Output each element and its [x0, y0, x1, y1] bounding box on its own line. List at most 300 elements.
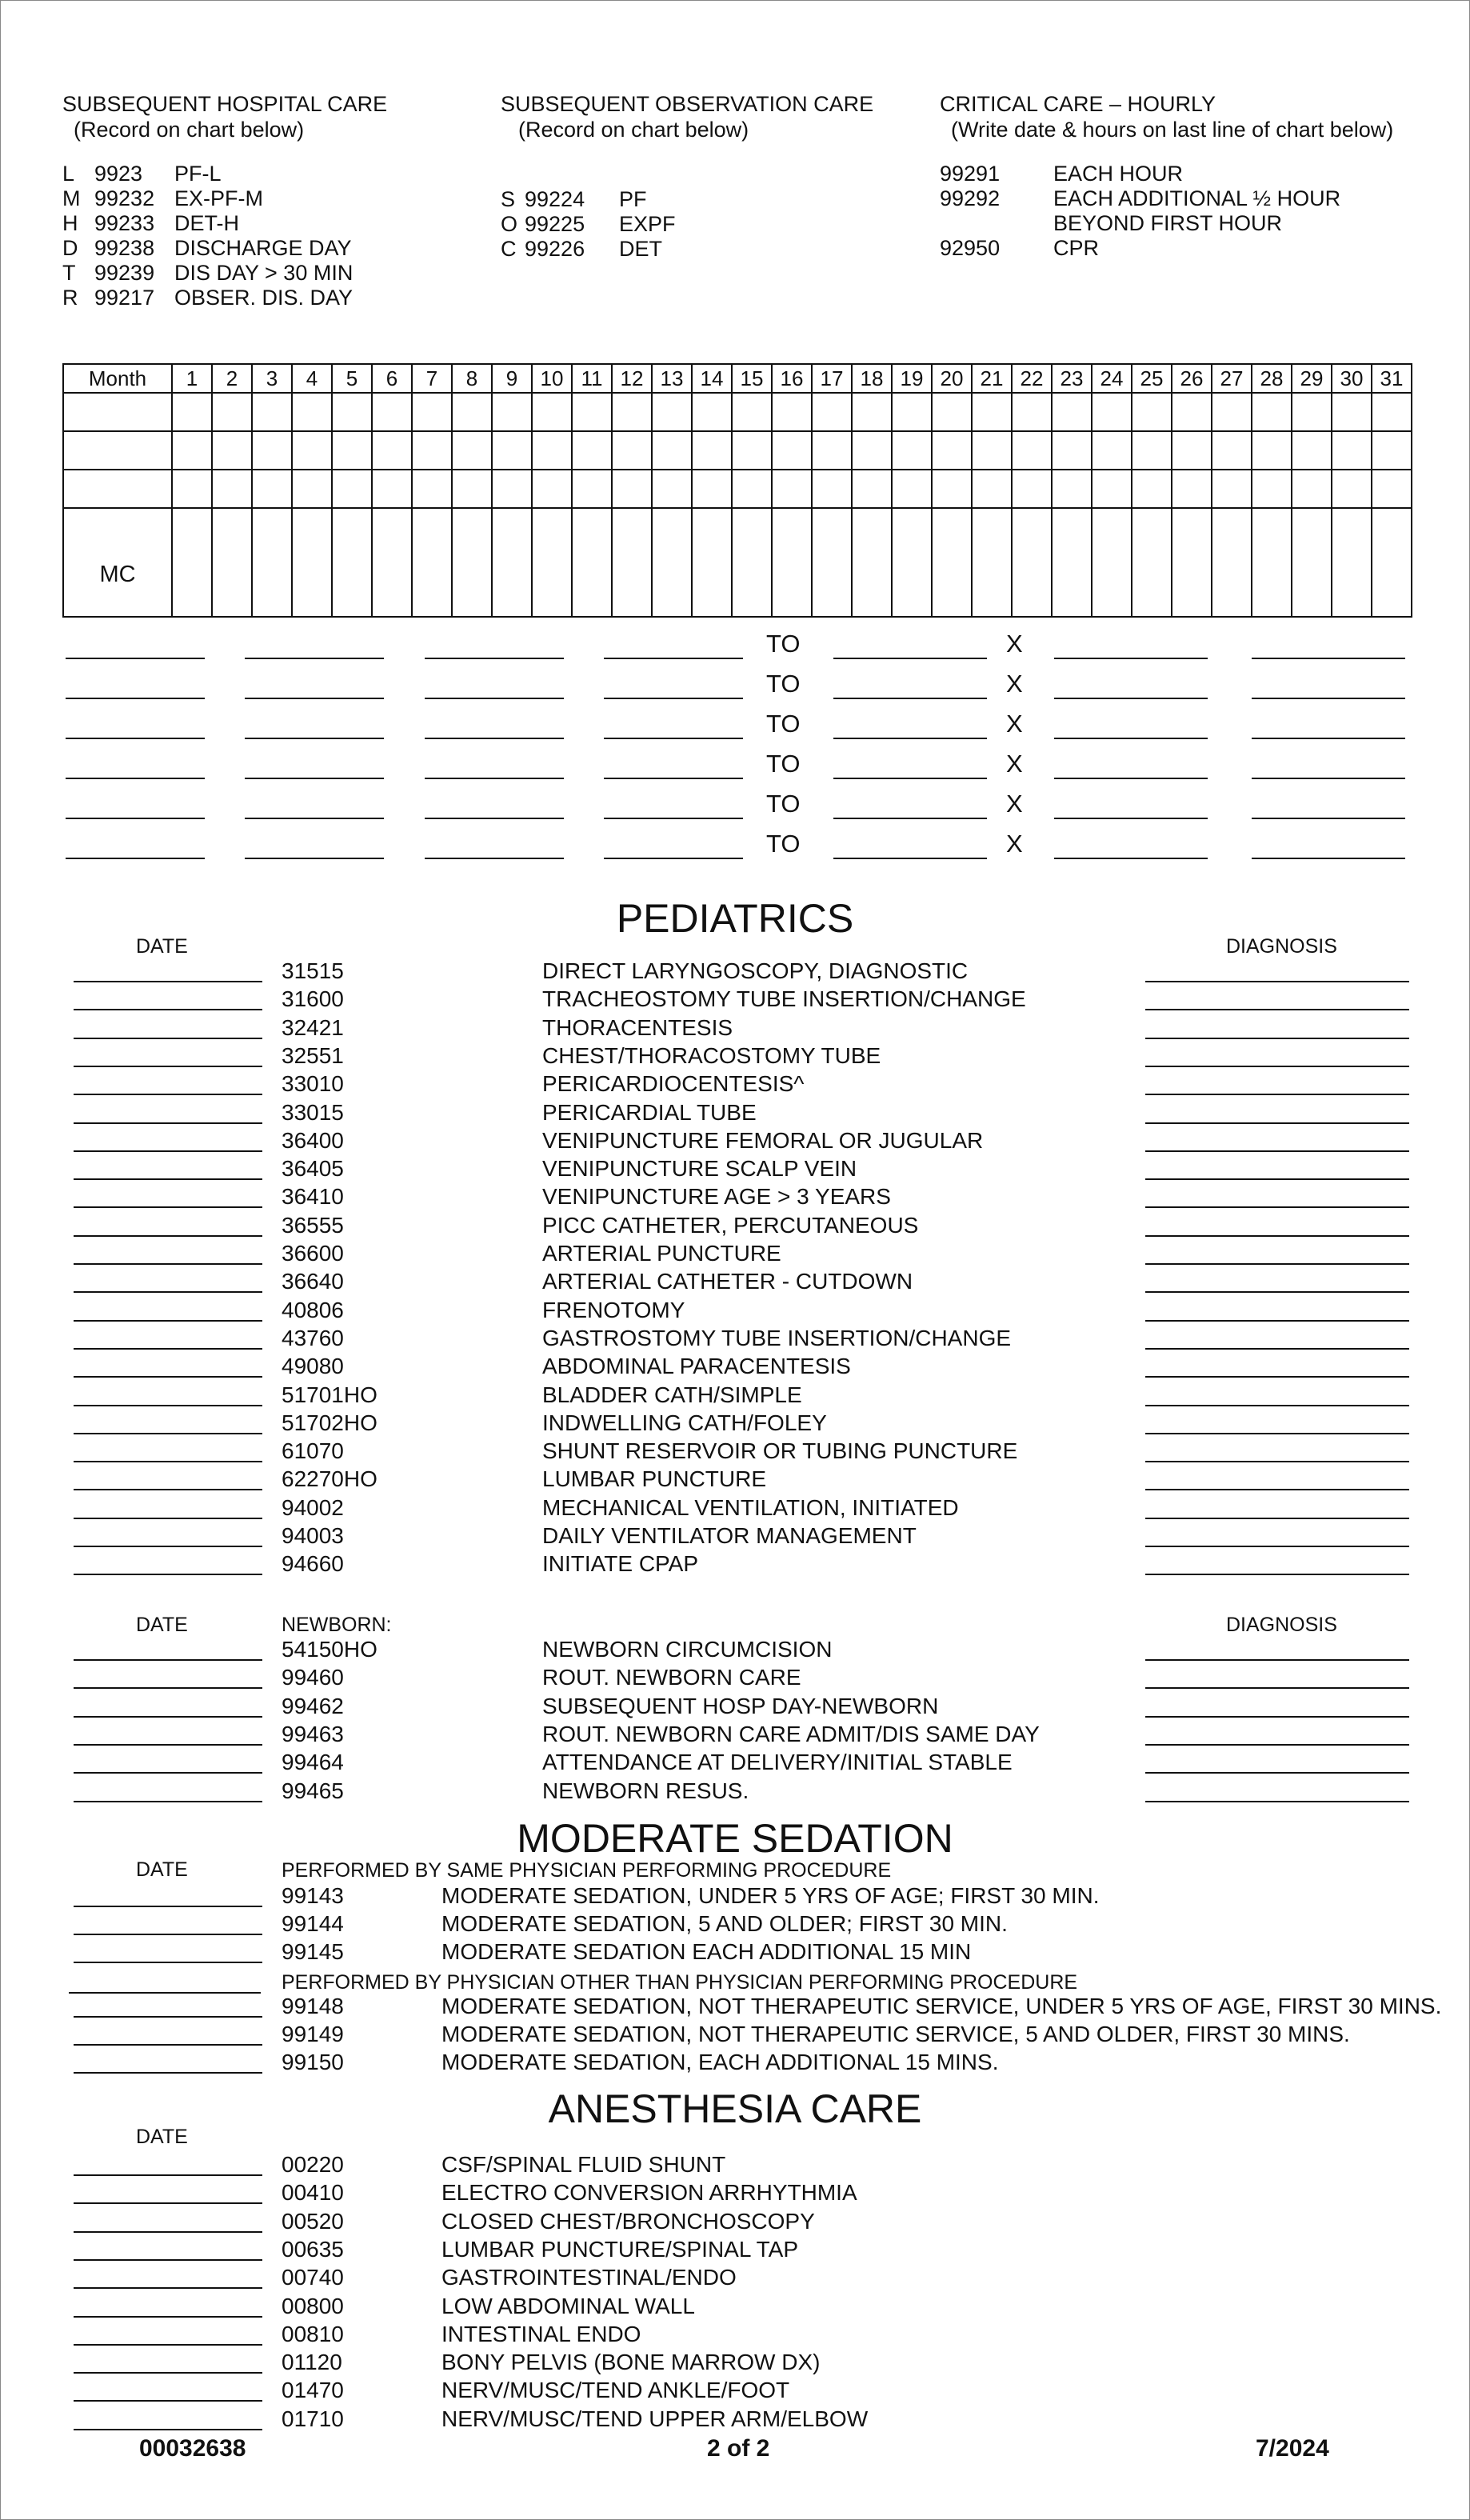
- code-letter: D: [62, 236, 78, 260]
- blank-line[interactable]: [604, 698, 743, 699]
- diagnosis-line[interactable]: [1145, 1320, 1409, 1322]
- anesthesia-row: [0, 2405, 1470, 2433]
- chart-cell[interactable]: [652, 393, 692, 431]
- diagnosis-line[interactable]: [1145, 1094, 1409, 1095]
- day-header: 29: [1292, 364, 1332, 393]
- chart-cell[interactable]: [372, 393, 412, 431]
- chart-cell[interactable]: [452, 508, 492, 617]
- date-line[interactable]: [74, 2044, 262, 2046]
- anesthesia-row: [0, 2235, 1470, 2263]
- procedure-code: 32421: [282, 1014, 344, 1040]
- blank-line[interactable]: [66, 698, 205, 699]
- chart-cell[interactable]: [1092, 393, 1132, 431]
- chart-cell[interactable]: [292, 470, 332, 508]
- blank-line[interactable]: [245, 778, 384, 779]
- chart-cell[interactable]: [572, 431, 612, 470]
- blank-line[interactable]: [425, 778, 564, 779]
- chart-cell[interactable]: [692, 431, 732, 470]
- chart-cell[interactable]: [492, 431, 532, 470]
- blank-line[interactable]: [245, 738, 384, 739]
- code-row: [501, 212, 873, 237]
- day-header: 15: [732, 364, 772, 393]
- chart-cell[interactable]: [932, 470, 972, 508]
- date-line[interactable]: [74, 1574, 262, 1575]
- chart-cell[interactable]: [652, 431, 692, 470]
- chart-cell[interactable]: [492, 508, 532, 617]
- date-line[interactable]: [74, 2016, 262, 2018]
- chart-cell[interactable]: [1172, 431, 1212, 470]
- chart-cell[interactable]: [612, 470, 652, 508]
- chart-cell[interactable]: [1052, 431, 1092, 470]
- date-line[interactable]: [74, 1263, 262, 1265]
- chart-cell[interactable]: [1092, 508, 1132, 617]
- chart-cell[interactable]: [972, 508, 1012, 617]
- procedure-description: TRACHEOSTOMY TUBE INSERTION/CHANGE: [542, 986, 1026, 1012]
- blank-line[interactable]: [1252, 658, 1405, 659]
- blank-line[interactable]: [833, 658, 987, 659]
- chart-cell[interactable]: [1012, 470, 1052, 508]
- chart-cell[interactable]: [692, 508, 732, 617]
- chart-cell[interactable]: [1132, 393, 1172, 431]
- chart-cell[interactable]: [1292, 431, 1332, 470]
- diagnosis-line[interactable]: [1145, 1772, 1409, 1774]
- chart-cell[interactable]: [252, 393, 292, 431]
- blank-line[interactable]: [66, 778, 205, 779]
- diagnosis-line[interactable]: [1145, 1489, 1409, 1490]
- blank-line[interactable]: [833, 818, 987, 819]
- diagnosis-line[interactable]: [1145, 1574, 1409, 1575]
- chart-cell[interactable]: [1252, 393, 1292, 431]
- chart-cell[interactable]: [852, 393, 892, 431]
- date-line[interactable]: [74, 2372, 262, 2374]
- chart-cell[interactable]: [412, 431, 452, 470]
- pediatrics-row: [0, 1239, 1470, 1267]
- blank-line[interactable]: [1054, 738, 1208, 739]
- diagnosis-line[interactable]: [1145, 1376, 1409, 1378]
- chart-row-label-cell[interactable]: [63, 431, 172, 470]
- date-line[interactable]: [74, 1716, 262, 1718]
- chart-cell[interactable]: [1292, 470, 1332, 508]
- chart-cell[interactable]: [732, 393, 772, 431]
- blank-line[interactable]: [604, 858, 743, 859]
- chart-cell[interactable]: [1212, 470, 1252, 508]
- chart-cell[interactable]: [172, 470, 212, 508]
- date-line[interactable]: [74, 2287, 262, 2289]
- chart-cell[interactable]: [1052, 470, 1092, 508]
- day-header: 16: [772, 364, 812, 393]
- chart-cell[interactable]: [932, 431, 972, 470]
- procedure-code: 31600: [282, 986, 344, 1012]
- diagnosis-line[interactable]: [1145, 1744, 1409, 1746]
- code-letter: C: [501, 237, 517, 261]
- chart-cell[interactable]: [1212, 393, 1252, 431]
- date-line[interactable]: [74, 1122, 262, 1124]
- diagnosis-line[interactable]: [1145, 1291, 1409, 1293]
- date-line[interactable]: [74, 2316, 262, 2318]
- chart-cell[interactable]: [852, 470, 892, 508]
- procedure-code: 36600: [282, 1241, 344, 1266]
- diagnosis-line[interactable]: [1145, 1716, 1409, 1718]
- diagnosis-line[interactable]: [1145, 1687, 1409, 1689]
- procedure-code: 32551: [282, 1042, 344, 1068]
- procedure-code: 51702HO: [282, 1410, 377, 1435]
- chart-cell[interactable]: [972, 431, 1012, 470]
- chart-cell[interactable]: [1372, 393, 1412, 431]
- blank-line[interactable]: [604, 658, 743, 659]
- chart-cell[interactable]: [732, 431, 772, 470]
- chart-cell[interactable]: [1212, 508, 1252, 617]
- procedure-description: VENIPUNCTURE FEMORAL OR JUGULAR: [542, 1127, 984, 1153]
- code-row: [62, 261, 414, 286]
- code-description: DET: [619, 237, 662, 261]
- blank-line[interactable]: [66, 858, 205, 859]
- chart-cell[interactable]: [772, 470, 812, 508]
- blank-line[interactable]: [1252, 738, 1405, 739]
- blank-line[interactable]: [425, 658, 564, 659]
- chart-cell[interactable]: [1092, 470, 1132, 508]
- blank-line[interactable]: [66, 738, 205, 739]
- chart-cell[interactable]: [1332, 431, 1372, 470]
- chart-cell[interactable]: [772, 431, 812, 470]
- date-line[interactable]: [74, 2429, 262, 2430]
- chart-cell[interactable]: [1332, 393, 1372, 431]
- code-letter: H: [62, 211, 78, 235]
- chart-cell[interactable]: [1052, 508, 1092, 617]
- blank-line[interactable]: [66, 658, 205, 659]
- date-line[interactable]: [74, 1433, 262, 1434]
- date-line[interactable]: [74, 1461, 262, 1462]
- chart-row-label-cell[interactable]: [63, 393, 172, 431]
- blank-line[interactable]: [245, 858, 384, 859]
- diagnosis-line[interactable]: [1145, 1546, 1409, 1547]
- chart-cell[interactable]: [332, 508, 372, 617]
- blank-line[interactable]: [425, 818, 564, 819]
- diagnosis-line[interactable]: [1145, 1178, 1409, 1180]
- chart-cell[interactable]: [932, 508, 972, 617]
- diagnosis-line[interactable]: [1145, 1801, 1409, 1802]
- chart-cell[interactable]: [852, 508, 892, 617]
- chart-cell[interactable]: [332, 470, 372, 508]
- chart-cell[interactable]: [532, 470, 572, 508]
- date-line[interactable]: [74, 1376, 262, 1378]
- code-number: 99239: [94, 261, 155, 285]
- chart-cell[interactable]: [212, 470, 252, 508]
- blank-line[interactable]: [1054, 858, 1208, 859]
- chart-cell[interactable]: [212, 431, 252, 470]
- anesthesia-row: [0, 2292, 1470, 2320]
- chart-cell[interactable]: [252, 508, 292, 617]
- date-line[interactable]: [74, 2344, 262, 2346]
- chart-cell[interactable]: [612, 393, 652, 431]
- blank-line[interactable]: [833, 858, 987, 859]
- chart-cell[interactable]: [1252, 470, 1292, 508]
- chart-cell[interactable]: [292, 431, 332, 470]
- sedation-row: [0, 1882, 1470, 1910]
- chart-cell[interactable]: [1372, 470, 1412, 508]
- blank-line[interactable]: [1252, 818, 1405, 819]
- x-label: X: [1006, 670, 1023, 698]
- blank-line[interactable]: [245, 818, 384, 819]
- chart-cell[interactable]: [1012, 393, 1052, 431]
- chart-cell[interactable]: [972, 393, 1012, 431]
- procedure-code: 94660: [282, 1551, 344, 1577]
- anesthesia-date-header: DATE: [136, 2126, 188, 2148]
- procedure-description: GASTROSTOMY TUBE INSERTION/CHANGE: [542, 1325, 1012, 1350]
- chart-cell[interactable]: [612, 508, 652, 617]
- blank-line[interactable]: [245, 658, 384, 659]
- date-line[interactable]: [74, 1801, 262, 1802]
- diagnosis-line[interactable]: [1145, 981, 1409, 982]
- chart-cell[interactable]: [572, 393, 612, 431]
- chart-cell[interactable]: [892, 393, 932, 431]
- chart-cell[interactable]: [372, 508, 412, 617]
- chart-cell[interactable]: [732, 470, 772, 508]
- procedure-code: 99464: [282, 1750, 344, 1775]
- chart-cell[interactable]: [1092, 431, 1132, 470]
- procedure-code: 43760: [282, 1325, 344, 1350]
- diagnosis-line[interactable]: [1145, 1405, 1409, 1406]
- code-row: [940, 162, 1393, 186]
- chart-cell[interactable]: [1372, 431, 1412, 470]
- blank-line[interactable]: [66, 818, 205, 819]
- chart-cell[interactable]: [212, 508, 252, 617]
- pediatrics-row: [0, 1465, 1470, 1493]
- date-line[interactable]: [74, 1962, 262, 1963]
- chart-cell[interactable]: [1132, 431, 1172, 470]
- observation-care-title: SUBSEQUENT OBSERVATION CARE: [501, 92, 874, 116]
- procedure-description: FRENOTOMY: [542, 1297, 685, 1322]
- date-line[interactable]: [74, 1906, 262, 1907]
- procedure-description: ARTERIAL CATHETER - CUTDOWN: [542, 1269, 913, 1294]
- date-line[interactable]: [74, 1009, 262, 1010]
- day-header: 24: [1092, 364, 1132, 393]
- blank-line[interactable]: [1252, 778, 1405, 779]
- date-line[interactable]: [74, 1518, 262, 1519]
- procedure-description: ROUT. NEWBORN CARE: [542, 1665, 801, 1690]
- chart-cell[interactable]: [772, 393, 812, 431]
- chart-cell[interactable]: [772, 508, 812, 617]
- code-row: [62, 186, 414, 211]
- chart-cell[interactable]: [1292, 393, 1332, 431]
- diagnosis-line[interactable]: [1145, 1659, 1409, 1661]
- procedure-code: 99149: [282, 2022, 344, 2046]
- chart-cell[interactable]: [452, 393, 492, 431]
- chart-cell[interactable]: [732, 508, 772, 617]
- date-line[interactable]: [74, 1178, 262, 1180]
- chart-cell[interactable]: [812, 431, 852, 470]
- blank-line[interactable]: [425, 698, 564, 699]
- procedure-description: MODERATE SEDATION, 5 AND OLDER; FIRST 30 MIN.: [441, 1911, 1008, 1936]
- chart-cell[interactable]: [972, 470, 1012, 508]
- procedure-code: 36555: [282, 1212, 344, 1238]
- hospital-care-block: [62, 91, 414, 310]
- diagnosis-line[interactable]: [1145, 1038, 1409, 1039]
- diagnosis-line[interactable]: [1145, 1150, 1409, 1152]
- chart-cell[interactable]: [1132, 470, 1172, 508]
- chart-cell[interactable]: [1252, 508, 1292, 617]
- to-label: TO: [766, 750, 801, 778]
- date-line[interactable]: [74, 1489, 262, 1490]
- code-number: 9923: [94, 162, 143, 186]
- chart-cell[interactable]: [1372, 508, 1412, 617]
- chart-cell[interactable]: [1012, 508, 1052, 617]
- chart-cell[interactable]: [692, 393, 732, 431]
- chart-cell[interactable]: [812, 508, 852, 617]
- chart-cell[interactable]: [532, 431, 572, 470]
- chart-cell[interactable]: [892, 508, 932, 617]
- diagnosis-line[interactable]: [1145, 1433, 1409, 1434]
- chart-cell[interactable]: [812, 393, 852, 431]
- chart-cell[interactable]: [1292, 508, 1332, 617]
- chart-cell[interactable]: [1172, 393, 1212, 431]
- day-header: 19: [892, 364, 932, 393]
- code-description: BEYOND FIRST HOUR: [1053, 211, 1283, 235]
- date-line[interactable]: [74, 1320, 262, 1322]
- chart-cell[interactable]: [892, 470, 932, 508]
- date-line[interactable]: [74, 1348, 262, 1350]
- date-line[interactable]: [74, 1094, 262, 1095]
- critical-care-block: [940, 91, 1393, 261]
- chart-cell[interactable]: [1132, 508, 1172, 617]
- blank-line[interactable]: [425, 858, 564, 859]
- chart-cell[interactable]: [412, 508, 452, 617]
- chart-cell[interactable]: [332, 393, 372, 431]
- date-line[interactable]: [74, 1291, 262, 1293]
- diagnosis-line[interactable]: [1145, 1235, 1409, 1237]
- chart-cell[interactable]: [812, 470, 852, 508]
- chart-cell[interactable]: [252, 431, 292, 470]
- chart-cell[interactable]: [492, 470, 532, 508]
- chart-cell[interactable]: [212, 393, 252, 431]
- procedure-description: DIRECT LARYNGOSCOPY, DIAGNOSTIC: [542, 958, 969, 983]
- procedure-description: CLOSED CHEST/BRONCHOSCOPY: [441, 2208, 815, 2234]
- chart-cell[interactable]: [652, 508, 692, 617]
- procedure-description: LUMBAR PUNCTURE: [542, 1466, 767, 1492]
- date-line[interactable]: [74, 1546, 262, 1547]
- code-row: [940, 186, 1393, 211]
- diagnosis-line[interactable]: [1145, 1461, 1409, 1462]
- blank-line[interactable]: [604, 818, 743, 819]
- chart-cell[interactable]: [1332, 470, 1372, 508]
- date-line[interactable]: [74, 981, 262, 982]
- chart-cell[interactable]: [452, 470, 492, 508]
- chart-cell[interactable]: [532, 393, 572, 431]
- date-line[interactable]: [74, 2400, 262, 2402]
- date-line[interactable]: [74, 1150, 262, 1152]
- chart-cell[interactable]: [172, 393, 212, 431]
- date-line[interactable]: [74, 1038, 262, 1039]
- chart-cell[interactable]: [292, 508, 332, 617]
- chart-cell[interactable]: [292, 393, 332, 431]
- date-line[interactable]: [74, 2202, 262, 2204]
- chart-cell[interactable]: [1212, 431, 1252, 470]
- procedure-description: PICC CATHETER, PERCUTANEOUS: [542, 1212, 919, 1238]
- chart-cell[interactable]: [372, 470, 412, 508]
- blank-line[interactable]: [1252, 698, 1405, 699]
- procedure-code: 99463: [282, 1721, 344, 1746]
- chart-cell[interactable]: [652, 470, 692, 508]
- date-line[interactable]: [74, 2072, 262, 2074]
- blank-line[interactable]: [1054, 658, 1208, 659]
- date-line[interactable]: [74, 2174, 262, 2176]
- chart-cell[interactable]: [1172, 508, 1212, 617]
- date-line[interactable]: [74, 1772, 262, 1774]
- diagnosis-line[interactable]: [1145, 1263, 1409, 1265]
- chart-cell[interactable]: [532, 508, 572, 617]
- date-line[interactable]: [74, 1235, 262, 1237]
- blank-line[interactable]: [604, 738, 743, 739]
- blank-line[interactable]: [833, 738, 987, 739]
- blank-line[interactable]: [1054, 818, 1208, 819]
- date-line[interactable]: [74, 1934, 262, 1935]
- chart-cell[interactable]: [252, 470, 292, 508]
- blank-line[interactable]: [1054, 698, 1208, 699]
- blank-line[interactable]: [425, 738, 564, 739]
- blank-line[interactable]: [1252, 858, 1405, 859]
- diagnosis-line[interactable]: [1145, 1009, 1409, 1010]
- chart-cell[interactable]: [572, 508, 612, 617]
- chart-cell[interactable]: [852, 431, 892, 470]
- chart-cell[interactable]: [412, 393, 452, 431]
- to-label: TO: [766, 710, 801, 738]
- chart-cell[interactable]: [332, 431, 372, 470]
- diagnosis-line[interactable]: [1145, 1122, 1409, 1124]
- code-description: EX-PF-M: [174, 186, 263, 210]
- chart-cell[interactable]: [572, 470, 612, 508]
- chart-cell[interactable]: [172, 431, 212, 470]
- date-line[interactable]: [74, 2259, 262, 2261]
- date-line[interactable]: [74, 1066, 262, 1067]
- date-line[interactable]: [74, 1744, 262, 1746]
- blank-line[interactable]: [833, 698, 987, 699]
- blank-line[interactable]: [604, 778, 743, 779]
- date-line[interactable]: [74, 1206, 262, 1208]
- diagnosis-line[interactable]: [1145, 1206, 1409, 1208]
- chart-cell[interactable]: [612, 431, 652, 470]
- date-line[interactable]: [74, 1687, 262, 1689]
- chart-cell[interactable]: [1332, 508, 1372, 617]
- pediatrics-row: [0, 1042, 1470, 1070]
- chart-cell[interactable]: [1252, 431, 1292, 470]
- chart-cell[interactable]: [932, 393, 972, 431]
- diagnosis-line[interactable]: [1145, 1066, 1409, 1067]
- chart-cell[interactable]: [172, 508, 212, 617]
- date-line[interactable]: [74, 1405, 262, 1406]
- code-row: [940, 211, 1393, 236]
- date-line[interactable]: [74, 1659, 262, 1661]
- chart-cell[interactable]: [372, 431, 412, 470]
- chart-cell[interactable]: [1172, 470, 1212, 508]
- chart-row-label-cell[interactable]: [63, 470, 172, 508]
- chart-cell[interactable]: [1052, 393, 1092, 431]
- chart-cell[interactable]: [452, 431, 492, 470]
- chart-cell[interactable]: [892, 431, 932, 470]
- chart-cell[interactable]: [1012, 431, 1052, 470]
- date-line[interactable]: [74, 2231, 262, 2233]
- observation-care-code-list: [501, 187, 873, 262]
- diagnosis-line[interactable]: [1145, 1348, 1409, 1350]
- pediatrics-date-header: DATE: [136, 935, 188, 958]
- blank-line[interactable]: [245, 698, 384, 699]
- chart-cell[interactable]: [412, 470, 452, 508]
- chart-cell[interactable]: [692, 470, 732, 508]
- diagnosis-line[interactable]: [1145, 1518, 1409, 1519]
- blank-line[interactable]: [1054, 778, 1208, 779]
- code-row: [940, 236, 1393, 261]
- blank-line[interactable]: [833, 778, 987, 779]
- procedure-description: PERICARDIOCENTESIS^: [542, 1071, 805, 1097]
- chart-cell[interactable]: [492, 393, 532, 431]
